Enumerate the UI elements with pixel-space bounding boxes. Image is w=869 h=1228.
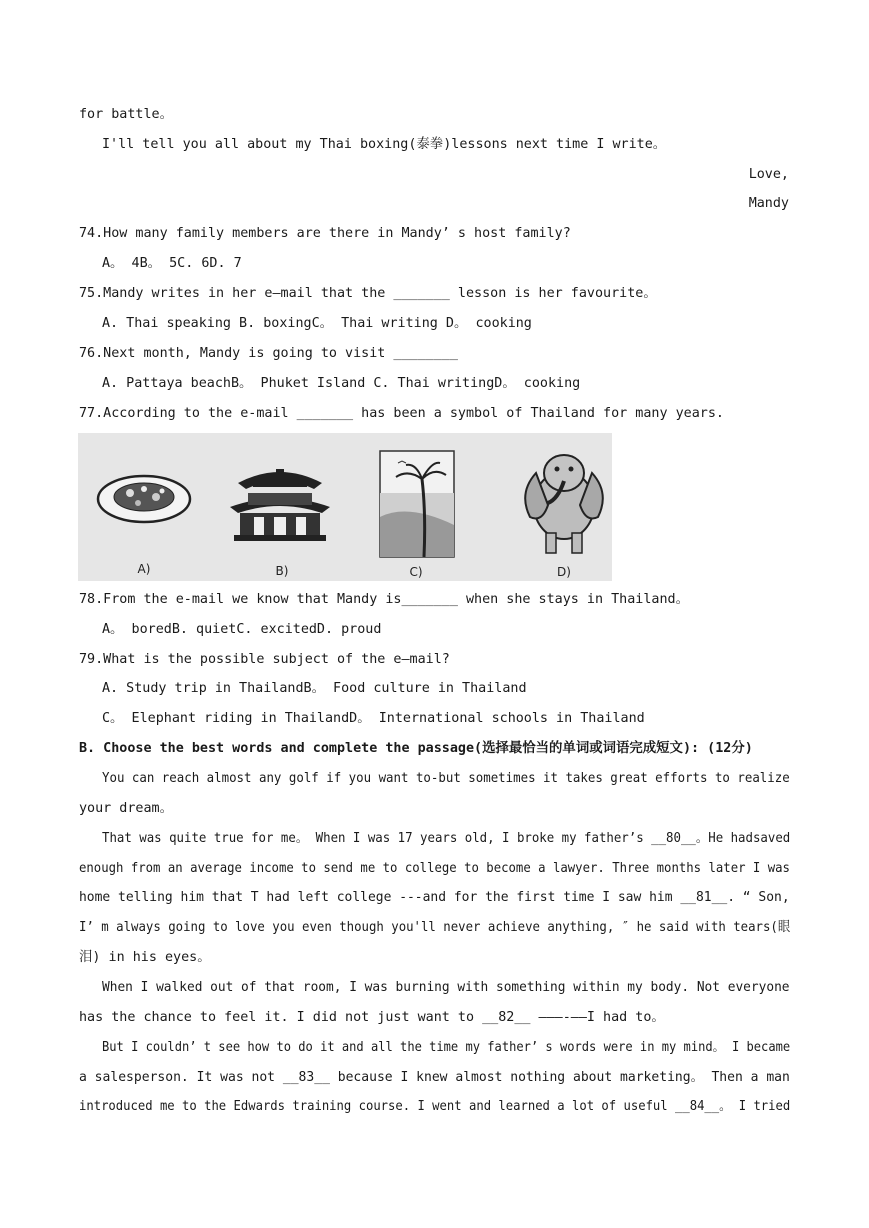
passage-line: When I walked out of that room, I was burning with something within my body. Not everyone <box>102 980 790 995</box>
passage-line: You can reach almost any golf if you want to-but sometimes it takes great efforts to realize <box>102 771 790 786</box>
beach-palm-icon <box>380 451 454 557</box>
passage-line: home telling him that T had left college ---and for the first time I saw him __81__. “ Son, <box>79 890 790 905</box>
options-79-cd: C。 Elephant riding in ThailandD。 International schools in Thailand <box>102 711 645 726</box>
question-76: 76.Next month, Mandy is going to visit ________ <box>79 346 458 361</box>
passage-line: has the chance to feel it. I did not just want to __82__ ———-——I had to。 <box>79 1010 665 1025</box>
text-line: for battle。 <box>79 107 174 122</box>
question-74: 74.How many family members are there in Mandy’ s host family? <box>79 226 571 241</box>
section-b-heading: B. Choose the best words and complete the passage(选择最恰当的单词或词语完成短文): (12分) <box>79 741 753 756</box>
picture-options-77 <box>78 433 612 581</box>
question-77: 77.According to the e-mail _______ has been a symbol of Thailand for many years. <box>79 406 724 421</box>
caption-d: D) <box>557 565 571 579</box>
passage-line: your dream。 <box>79 801 174 816</box>
elephant-icon <box>525 455 603 553</box>
options-75: A. Thai speaking B. boxingC。 Thai writing D。 cooking <box>102 316 532 331</box>
question-78: 78.From the e-mail we know that Mandy is_______ when she stays in Thailand。 <box>79 592 689 607</box>
question-79: 79.What is the possible subject of the e—mail? <box>79 652 450 667</box>
plate-of-food-icon <box>98 476 190 522</box>
passage-line: a salesperson. It was not __83__ because I knew almost nothing about marketing。 Then a man <box>79 1070 790 1085</box>
caption-b: B) <box>275 564 289 578</box>
options-79-ab: A. Study trip in ThailandB。 Food culture in Thailand <box>102 681 527 696</box>
options-78: A。 boredB. quietC. excitedD. proud <box>102 622 382 637</box>
signoff-love: Love, <box>748 167 789 182</box>
passage-line: But I couldn’ t see how to do it and all the time my father’ s words were in my mind。 I became <box>102 1040 791 1055</box>
passage-line: enough from an average income to send me to college to become a lawyer. Three months later I was <box>79 861 790 876</box>
text-line: I'll tell you all about my Thai boxing(泰拳)lessons next time I write。 <box>102 137 667 152</box>
options-74: A。 4B。 5C. 6D. 7 <box>102 256 242 271</box>
signoff-name: Mandy <box>748 196 789 211</box>
options-76: A. Pattaya beachB。 Phuket Island C. Thai writingD。 cooking <box>102 376 581 391</box>
passage-line: 泪) in his eyes。 <box>79 950 211 965</box>
passage-line: introduced me to the Edwards training course. I went and learned a lot of useful __84__。 I tried <box>79 1099 791 1114</box>
caption-c: C) <box>409 565 423 579</box>
question-75: 75.Mandy writes in her e—mail that the _______ lesson is her favourite。 <box>79 286 657 301</box>
temple-icon <box>230 469 330 541</box>
passage-line: That was quite true for me。 When I was 17 years old, I broke my father’s __80__。He hadsaved <box>102 831 791 846</box>
caption-a: A) <box>137 562 151 576</box>
passage-line: I’ m always going to love you even though you'll never achieve anything, ″ he said with tears(眼 <box>79 920 791 935</box>
